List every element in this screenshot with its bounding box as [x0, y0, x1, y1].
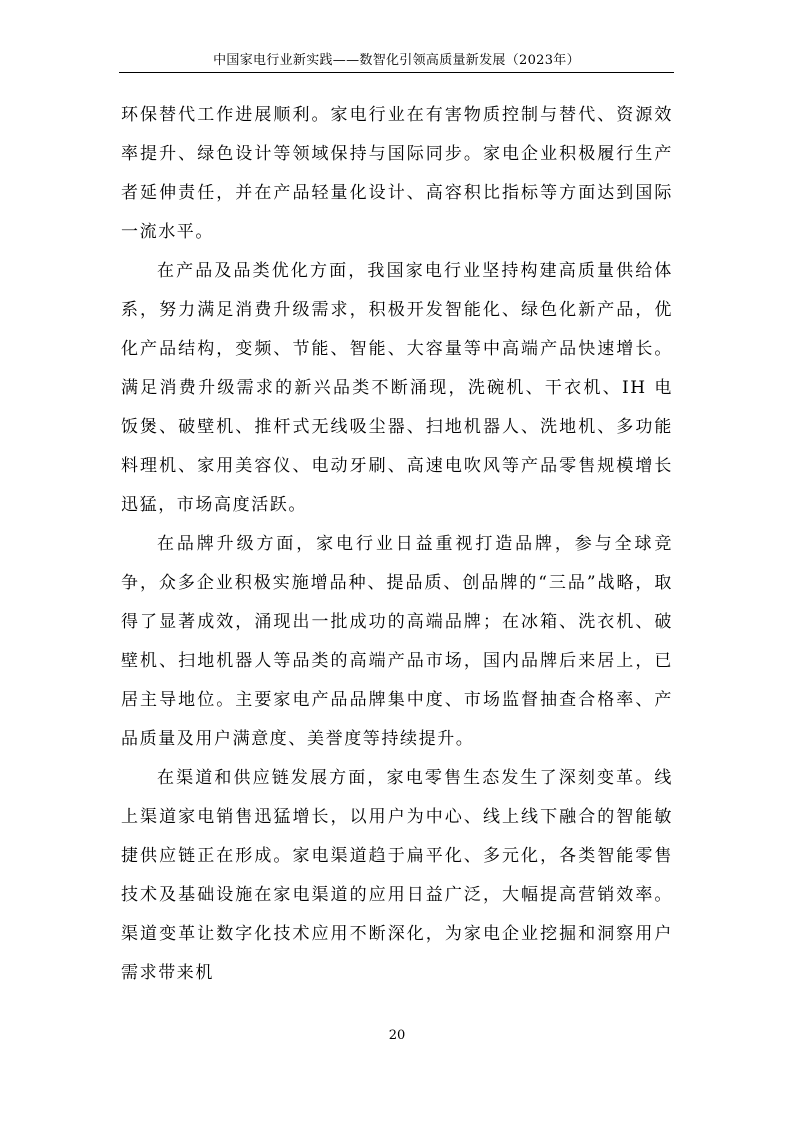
- document-body: [121, 96, 673, 993]
- page-number: 20: [388, 1028, 406, 1043]
- paragraph-brand-upgrade: 在品牌升级方面，家电行业日益重视打造品牌，参与全球竞争，众多企业积极实施增品种、提品质、创品牌的“三品”战略，取得了显著成效，涌现出一批成功的高端品牌；在冰箱、洗衣机、破壁机、扫地机器人等品类的高端产品市场，国内品牌后来居上，已居主导地位。主要家电产品品牌集中度、市场监督抽查合格率、产品质量及用户满意度、美誉度等持续提升。: [121, 534, 673, 749]
- paragraph-channel-supply-chain: 在渠道和供应链发展方面，家电零售生态发生了深刻变革。线上渠道家电销售迅猛增长，以用户为中心、线上线下融合的智能敏捷供应链正在形成。家电渠道趋于扁平化、多元化，各类智能零售技术及基础设施在家电渠道的应用日益广泛，大幅提高营销效率。渠道变革让数字化技术应用不断深化，为家电企业挖掘和洞察用户需求带来机: [121, 768, 673, 983]
- paragraph-continuation: 环保替代工作进展顺利。家电行业在有害物质控制与替代、资源效率提升、绿色设计等领域保持与国际同步。家电企业积极履行生产者延伸责任，并在产品轻量化设计、高容积比指标等方面达到国际一流水平。: [121, 105, 673, 242]
- paragraph-product-category: 在产品及品类优化方面，我国家电行业坚持构建高质量供给体系，努力满足消费升级需求，积极开发智能化、绿色化新产品，优化产品结构，变频、节能、智能、大容量等中高端产品快速增长。满足消费升级需求的新兴品类不断涌现，洗碗机、干衣机、IH 电饭煲、破壁机、推杆式无线吸尘器、扫地机器人、洗地机、多功能料理机、家用美容仪、电动牙刷、高速电吹风等产品零售规模增长迅猛，市场高度活跃。: [121, 261, 673, 515]
- running-header: 中国家电行业新实践——数智化引领高质量新发展（2023年）: [213, 53, 580, 68]
- header-divider: [119, 72, 674, 73]
